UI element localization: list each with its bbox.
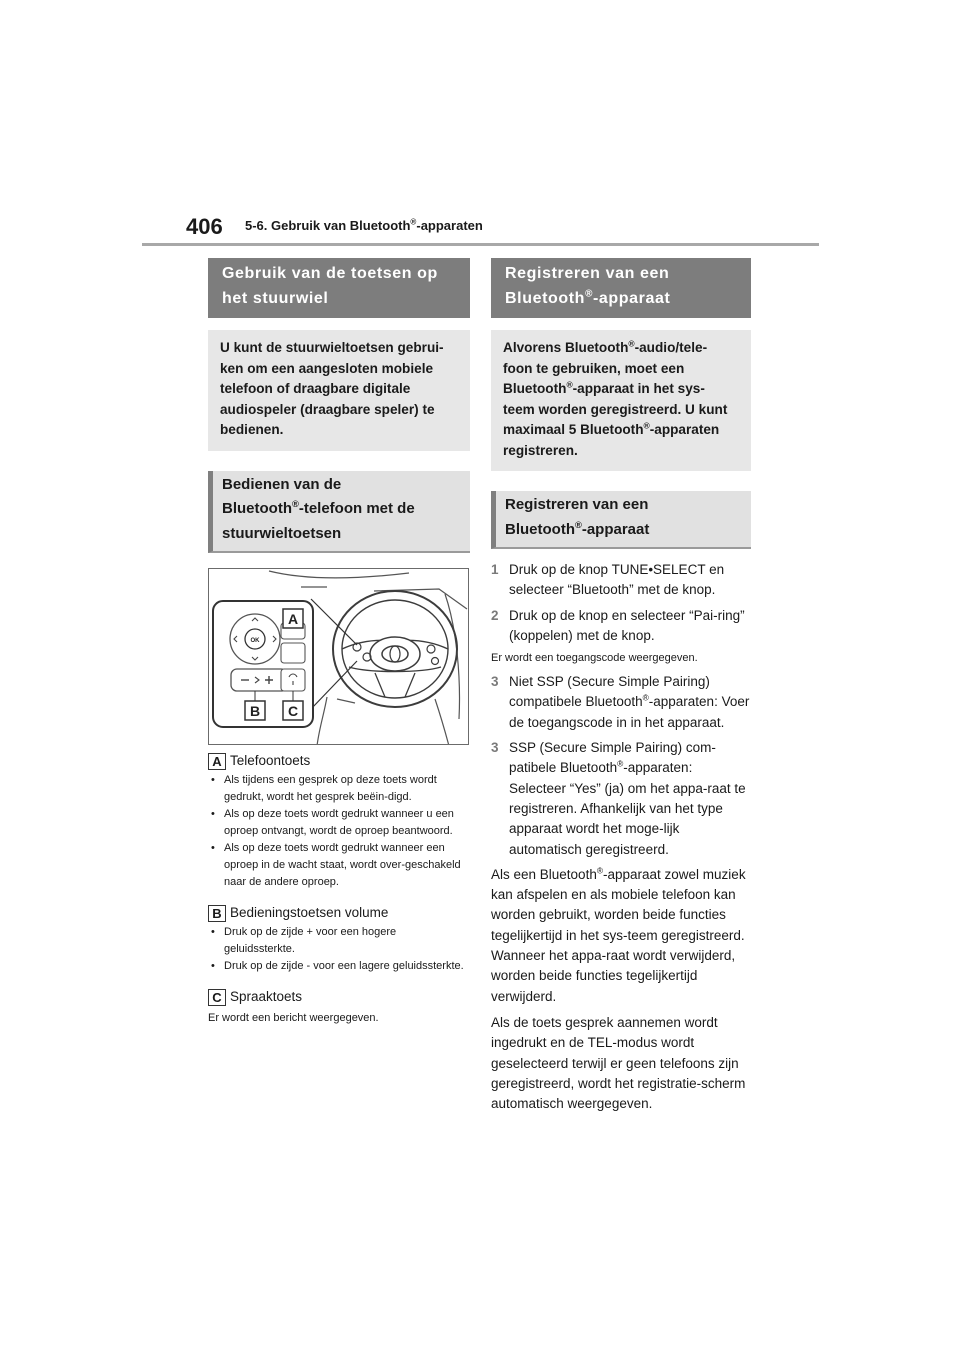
right-column bbox=[491, 258, 751, 1114]
steering-wheel-drawing bbox=[209, 569, 469, 745]
registration-steps bbox=[491, 560, 751, 860]
ok-button-label: OK bbox=[250, 638, 260, 644]
register-device-subheading: Registreren van een Bluetooth®-apparaat bbox=[491, 491, 751, 549]
item-a-title: Telefoontoets bbox=[230, 753, 311, 768]
step-3-non-ssp: 3 Niet SSP (Secure Simple Pairing) compatibele Bluetooth®-apparaten: Voer de toegangscode in in het apparaat. bbox=[491, 674, 750, 730]
figure-label-a: A bbox=[287, 611, 299, 627]
register-device-heading: Registreren van een Bluetooth®-apparaat bbox=[491, 258, 751, 318]
item-volume-buttons bbox=[208, 903, 470, 923]
page-number: 406 bbox=[186, 214, 223, 239]
steering-wheel-illustration bbox=[208, 568, 469, 745]
item-phone-button bbox=[208, 751, 470, 771]
section-title: 5-6. Gebruik van Bluetooth®-apparaten bbox=[245, 217, 483, 233]
step-2-note: Er wordt een toegangscode weergegeven. bbox=[491, 652, 698, 665]
list-item: • Als op deze toets wordt gedrukt wanneer u een oproep ontvangt, wordt de oproep beantwoord. bbox=[208, 806, 470, 840]
item-c-note: Er wordt een bericht weergegeven. bbox=[208, 1012, 379, 1024]
step-3-ssp: 3 SSP (Secure Simple Pairing) com-patibele Bluetooth®-apparaten: Selecteer “Yes” (ja) om het appa-raat te registreren. Afhankelijk van het type apparaat wordt het moge-lijk automatisch geregistreerd. bbox=[491, 740, 746, 857]
paragraph-tel-mode: Als de toets gesprek aannemen wordt ingedrukt en de TEL-modus wordt geselecteerd terwijl er geen telefoons zijn geregistreerd, wordt het registratie-scherm automatisch weergegeven. bbox=[491, 1014, 746, 1112]
left-column bbox=[208, 258, 470, 1027]
list-item: • Druk op de zijde + voor een hogere geluidssterkte. bbox=[208, 924, 470, 958]
list-item: • Als op deze toets wordt gedrukt wanneer een oproep in de wacht staat, wordt over-geschakeld naar de andere oproep. bbox=[208, 840, 470, 891]
item-a-bullets bbox=[208, 772, 470, 891]
list-item: • Druk op de zijde - voor een lagere geluidssterkte. bbox=[208, 958, 470, 975]
paragraph-dual-function: Als een Bluetooth®-apparaat zowel muziek kan afspelen en als mobiele telefoon kan worden gebruikt, worden beide functies tegelijkertijd in het sys-teem geregistreerd. Wanneer het appa-raat wordt verwijderd, worden beide functies tegelijkertijd verwijderd. bbox=[491, 865, 746, 1004]
label-c-box: C bbox=[208, 989, 226, 1006]
label-a-box: A bbox=[208, 753, 226, 770]
header-rule bbox=[142, 243, 819, 246]
register-device-intro: Alvorens Bluetooth®-audio/tele- foon te gebruiken, moet een Bluetooth®-apparaat in het sys- teem worden geregistreerd. U kunt maximaal 5 Bluetooth®-apparaten registreren. bbox=[491, 330, 751, 471]
steering-buttons-intro: U kunt de stuurwieltoetsen gebrui-ken om een aangesloten mobiele telefoon of draagbare digitale audiospeler (draagbare speler) te bedienen. bbox=[208, 330, 470, 451]
figure-label-c: C bbox=[287, 703, 299, 719]
item-voice-button bbox=[208, 987, 470, 1007]
phone-operation-subheading: Bedienen van de Bluetooth®-telefoon met de stuurwieltoetsen bbox=[208, 471, 470, 554]
label-b-box: B bbox=[208, 905, 226, 922]
item-b-bullets bbox=[208, 924, 470, 975]
step-1: 1 Druk op de knop TUNE•SELECT en selecteer “Bluetooth” met de knop. bbox=[491, 562, 725, 598]
steering-buttons-heading: Gebruik van de toetsen op het stuurwiel bbox=[208, 258, 470, 318]
step-2: 2 Druk op de knop en selecteer “Pai-ring” (koppelen) met de knop. bbox=[491, 607, 745, 643]
list-item: • Als tijdens een gesprek op deze toets wordt gedrukt, wordt het gesprek beëin-digd. bbox=[208, 772, 470, 806]
figure-label-b: B bbox=[249, 703, 261, 719]
item-c-title: Spraaktoets bbox=[230, 989, 303, 1004]
item-b-title: Bedieningstoetsen volume bbox=[230, 905, 389, 920]
